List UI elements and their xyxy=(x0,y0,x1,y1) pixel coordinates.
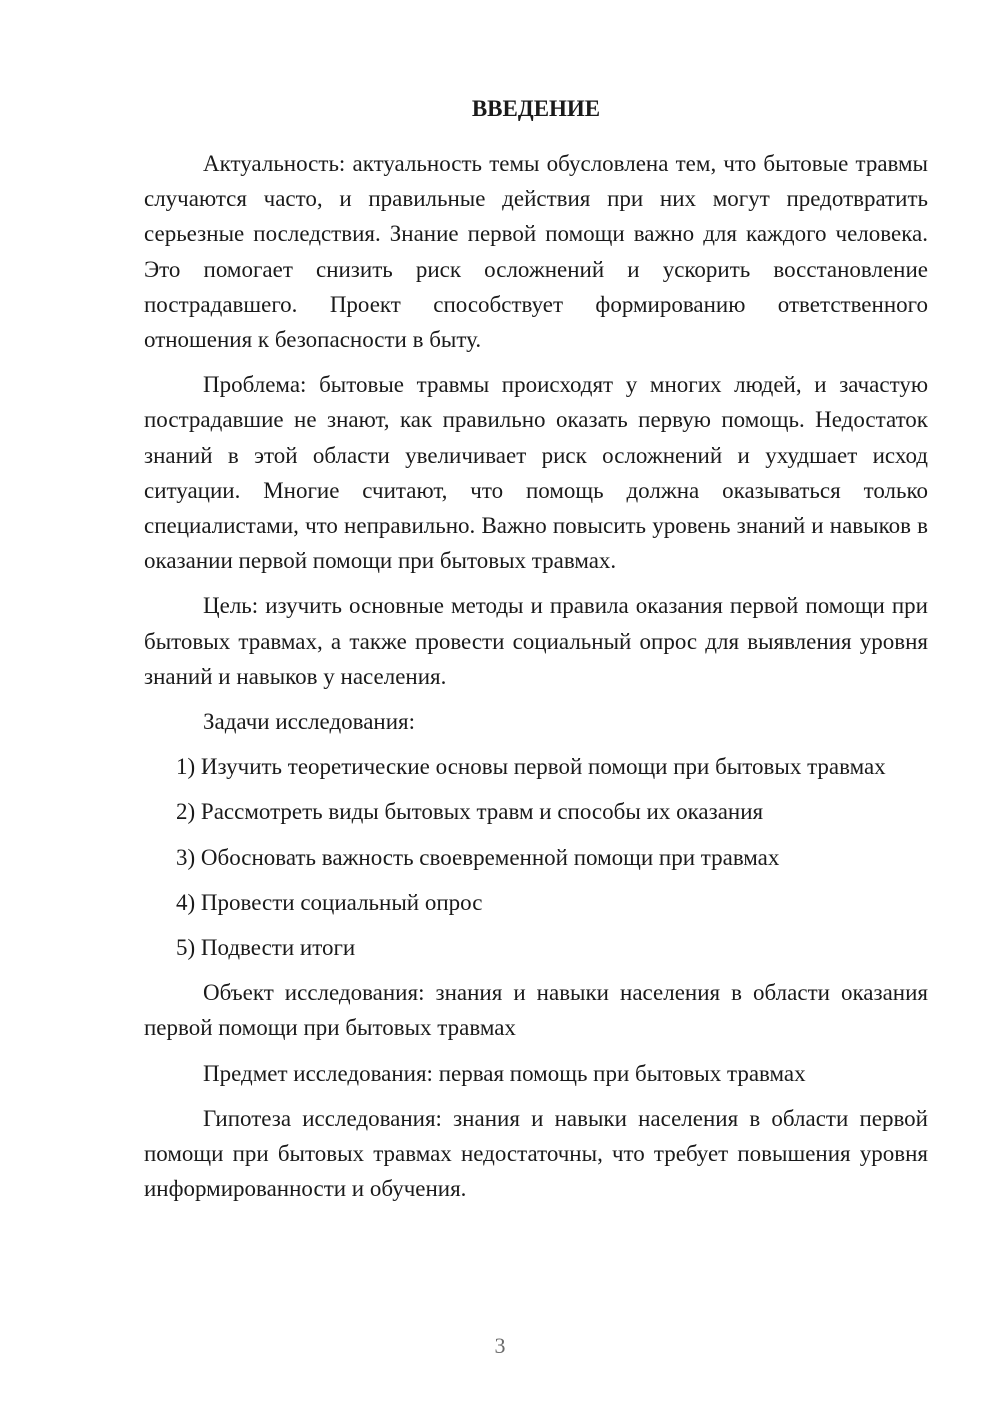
task-item-4: 4) Провести социальный опрос xyxy=(176,889,483,915)
task-item-3: 3) Обосновать важность своевременной помощи при травмах xyxy=(176,844,780,870)
task-item-5: 5) Подвести итоги xyxy=(176,935,356,961)
paragraph-problem: Проблема: бытовые травмы происходят у многих людей, и зачастую пострадавшие не знают, как правильно оказать первую помощь. Недостаток знаний в этой области увеличивает риск осложнений и ухудшает исход ситуации. Многие считают, что помощь должна оказываться только специалистами, что неправильно. Важно повысить уровень знаний и навыков в оказании первой помощи при бытовых травмах. xyxy=(144,372,928,574)
task-item-1: 1) Изучить теоретические основы первой помощи при бытовых травмах xyxy=(176,754,886,780)
paragraph-hypothesis: Гипотеза исследования: знания и навыки населения в области первой помощи при бытовых травмах недостаточны, что требует повышения уровня информированности и обучения. xyxy=(144,1105,928,1202)
task-item-2: 2) Рассмотреть виды бытовых травм и способы их оказания xyxy=(176,799,764,825)
document-body xyxy=(144,92,928,1216)
page-number: 3 xyxy=(494,1333,506,1358)
paragraph-object: Объект исследования: знания и навыки населения в области оказания первой помощи при бытовых травмах xyxy=(144,980,928,1041)
paragraph-relevance: Актуальность: актуальность темы обусловлена тем, что бытовые травмы случаются часто, и правильные действия при них могут предотвратить серьезные последствия. Знание первой помощи важно для каждого человека. Это помогает снизить риск осложнений и ускорить восстановление пострадавшего. Проект способствует формированию ответственного отношения к безопасности в быту. xyxy=(144,151,928,353)
paragraph-tasks-heading: Задачи исследования: xyxy=(203,709,416,735)
section-title: ВВЕДЕНИЕ xyxy=(471,96,601,121)
paragraph-subject: Предмет исследования: первая помощь при бытовых травмах xyxy=(203,1060,806,1086)
paragraph-goal: Цель: изучить основные методы и правила оказания первой помощи при бытовых травмах, а также провести социальный опрос для выявления уровня знаний и навыков у населения. xyxy=(144,593,928,689)
